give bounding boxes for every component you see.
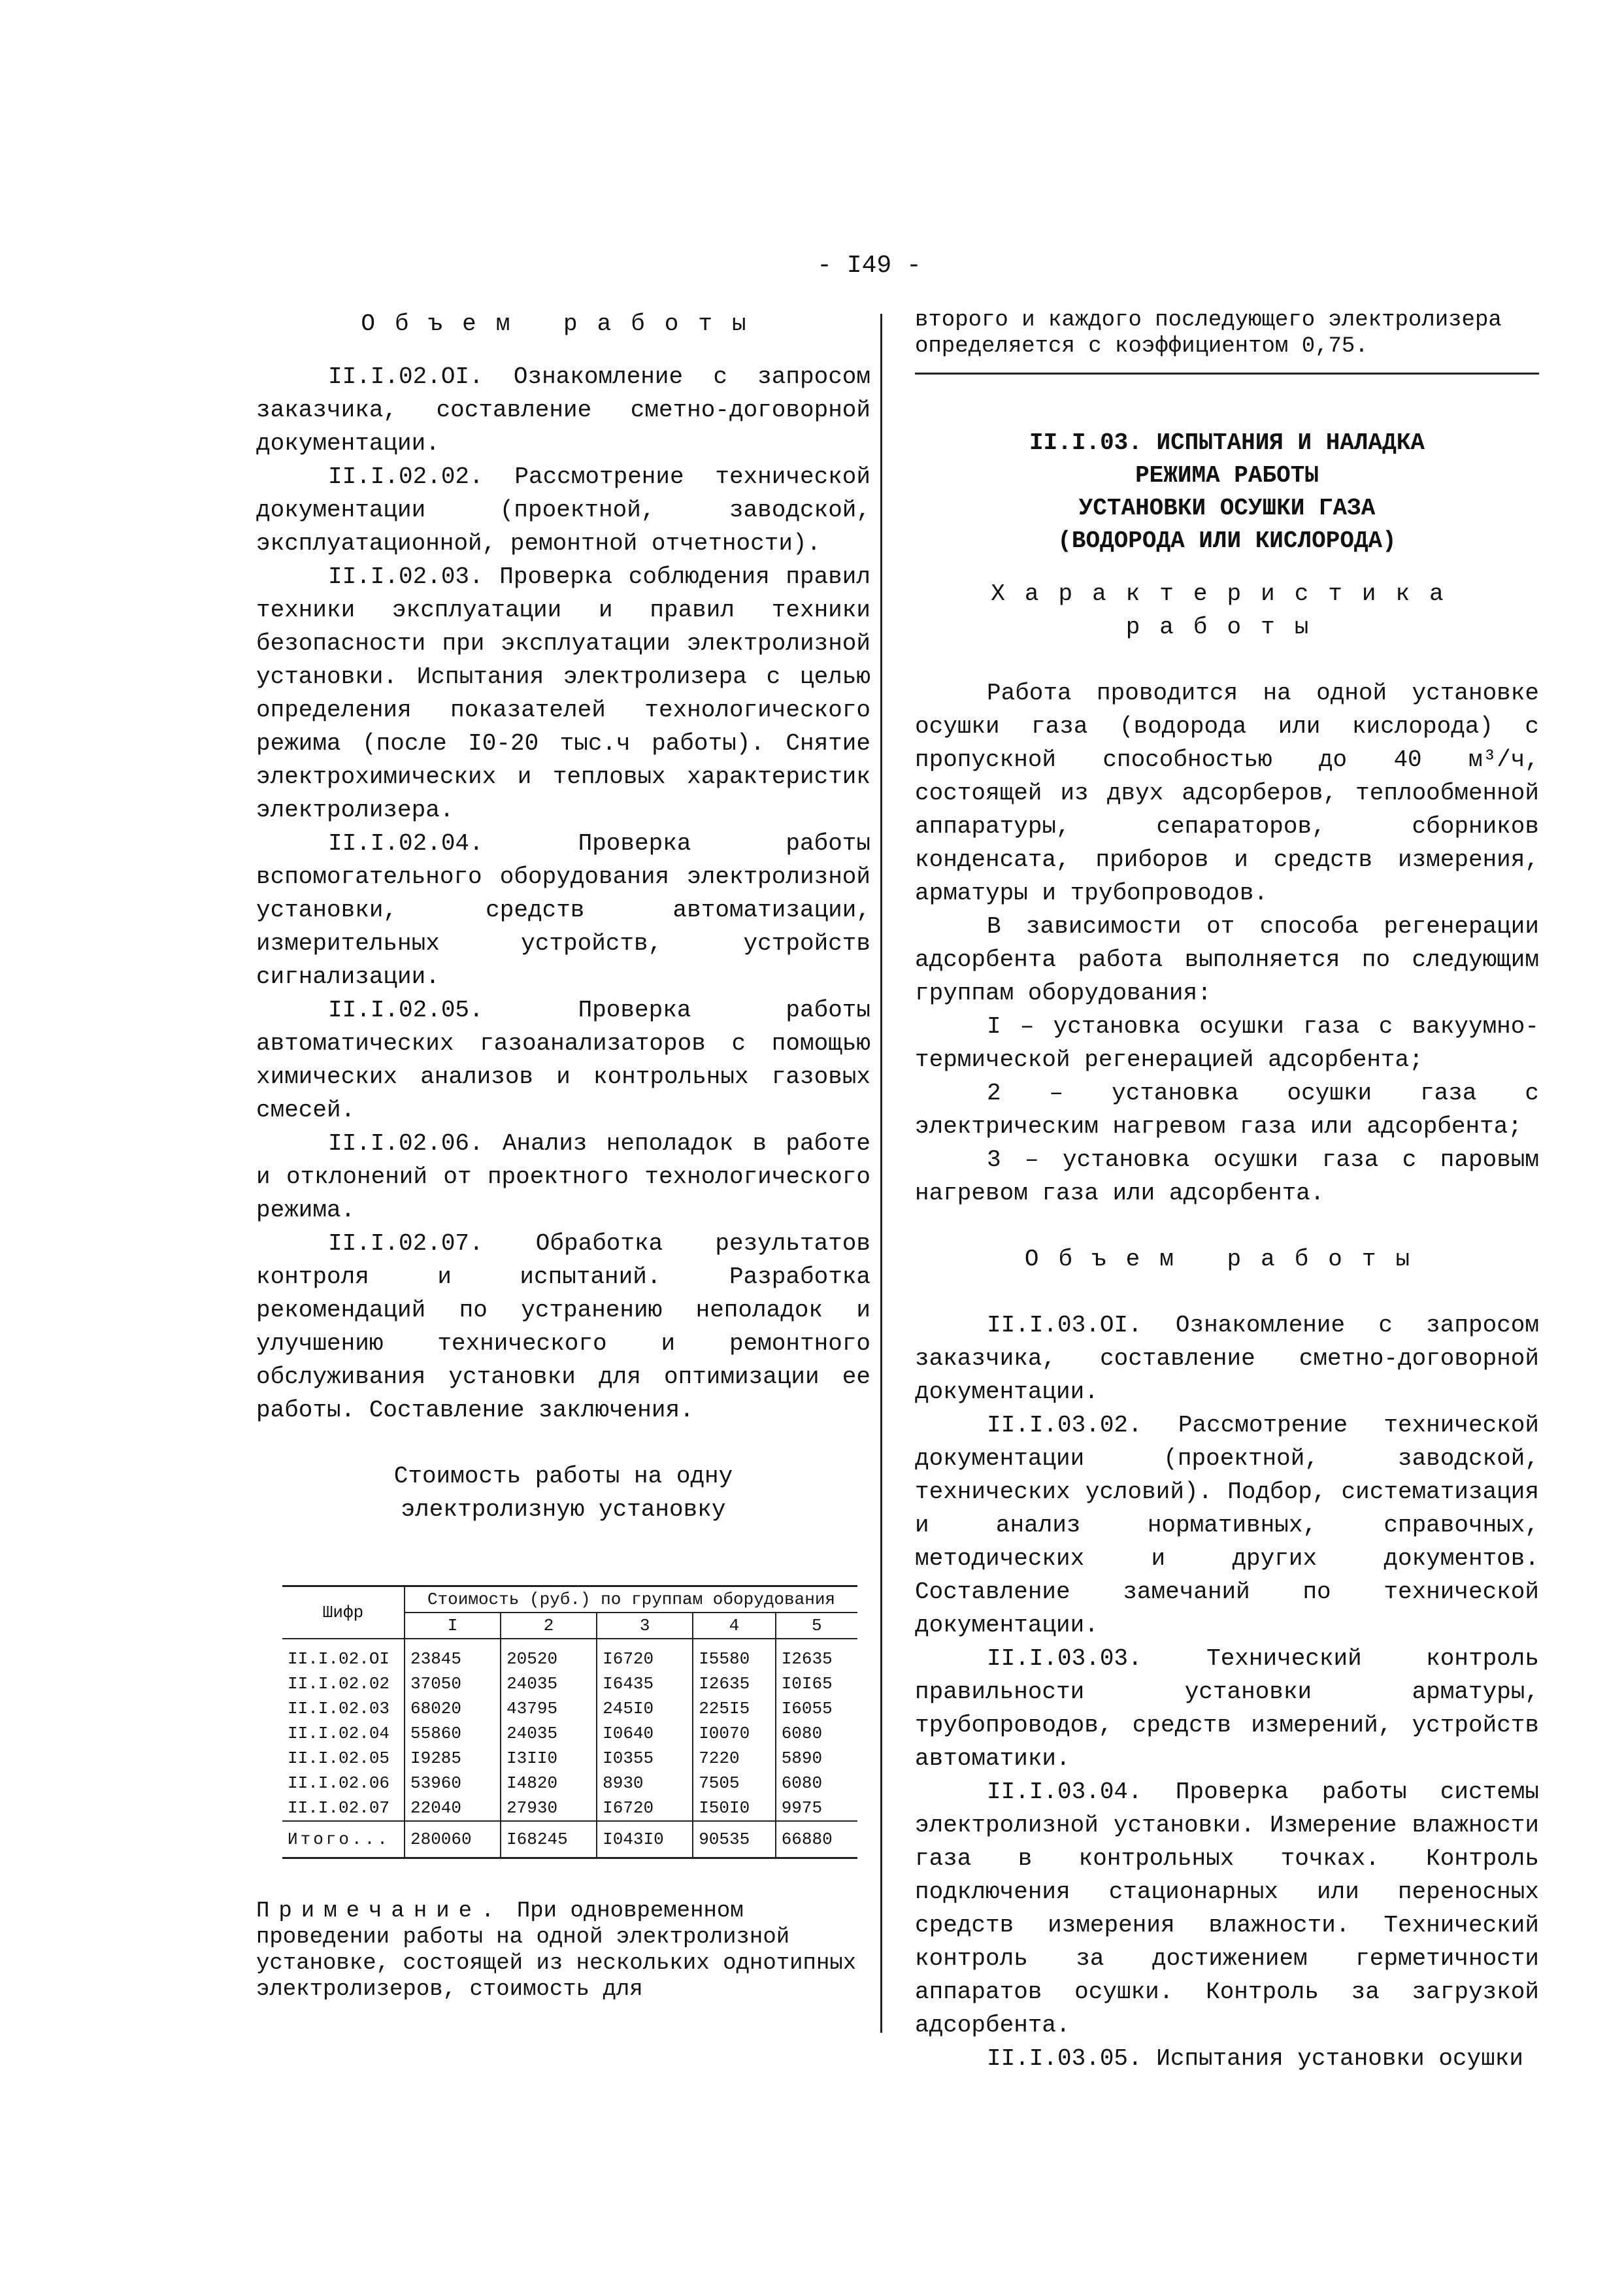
total-label: Итого... [282,1821,405,1858]
table-row [282,1671,857,1696]
row-code: II.I.02.04 [288,1724,390,1743]
cost-cell: 24035 [501,1671,597,1696]
cost-cell: I5580 [693,1647,776,1671]
total-cell: 66880 [776,1821,857,1858]
group-header: 3 [597,1613,693,1639]
section-rule [915,373,1539,375]
cost-cell: 6080 [776,1771,857,1796]
cost-cell: I4820 [501,1771,597,1796]
total-cell: I68245 [501,1821,597,1858]
cost-cell: I9285 [405,1746,501,1771]
paragraph: II.I.03.04. Проверка работы системы электролизной установки. Измерение влажности газа в контрольных точках. Контроль подключения стационарных или переносных средств измерения влажности. Технический контроль за достижением герметичности аппаратов осушки. Контроль за загрузкой адсорбента. [915,1779,1539,2039]
table-row [282,1647,857,1671]
group-header: 2 [501,1613,597,1639]
col-header-cost: Стоимость (руб.) по группам оборудования [405,1586,857,1613]
page-number: - I49 - [817,252,921,280]
row-code: II.I.02.07 [288,1798,390,1818]
cost-cell: 53960 [405,1771,501,1796]
section-title: II.I.03. ИСПЫТАНИЯ И НАЛАДКА РЕЖИМА РАБОТЫ УСТАНОВКИ ОСУШКИ ГАЗА (ВОДОРОДА ИЛИ КИСЛОРОДА) [1029,429,1425,554]
paragraph: Работа проводится на одной установке осушки газа (водорода или кислорода) с пропускной способностью до 40 м³/ч, состоящей из двух адсорберов, теплообменной аппаратуры, сепараторов, сборников конденсата, приборов и средств измерения, арматуры и трубопроводов. [915,680,1539,907]
col-header-code: Шифр [282,1586,405,1639]
group-header: I [405,1613,501,1639]
cost-cell: 24035 [501,1721,597,1746]
total-cell: I043I0 [597,1821,693,1858]
table-row [282,1746,857,1771]
row-code: II.I.02.05 [288,1748,390,1768]
cost-cell: 225I5 [693,1696,776,1721]
cost-cell: 9975 [776,1796,857,1821]
right-column [915,307,1539,2075]
cost-cell: 37050 [405,1671,501,1696]
cost-cell: I6055 [776,1696,857,1721]
cost-table [282,1585,857,1859]
characteristic-heading: Характеристика работы [991,580,1463,641]
cost-cell: 6080 [776,1721,857,1746]
row-code: II.I.02.OI [288,1649,390,1669]
scope-heading-left: Объем работы [361,310,766,337]
total-cell: 90535 [693,1821,776,1858]
cost-cell: 43795 [501,1696,597,1721]
cost-cell: I2635 [776,1647,857,1671]
paragraph: В зависимости от способа регенерации адсорбента работа выполняется по следующим группам оборудования: [915,913,1539,1007]
cost-cell: 27930 [501,1796,597,1821]
paragraph: 3 – установка осушки газа с паровым нагревом газа или адсорбента. [915,1146,1539,1207]
cost-caption: Стоимость работы на одну электролизную установку [393,1463,733,1523]
total-cell: 280060 [405,1821,501,1858]
table-row [282,1771,857,1796]
note-continuation: второго и каждого последующего электролизера определяется с коэффициентом 0,75. [915,308,1502,359]
cost-cell: I50I0 [693,1796,776,1821]
note-text: При одновременном проведении работы на одной электролизной установке, состоящей из нескольких однотипных электролизеров, стоимость для [256,1899,857,2002]
paragraph: II.I.02.07. Обработка результатов контроля и испытаний. Разработка рекомендаций по устранению неполадок и улучшению технического и ремонтного обслуживания установки для оптимизации ее работы. Составление заключения. [256,1230,870,1424]
table-note [256,1898,870,2003]
left-column [256,307,870,2003]
paragraph: II.I.03.02. Рассмотрение технической документации (проектной, заводской, технических условий). Подбор, систематизация и анализ нормативных, справочных, методических и других документов. Составление замечаний по технической документации. [915,1412,1539,1639]
column-divider [880,314,882,2033]
paragraph: 2 – установка осушки газа с электрическим нагревом газа или адсорбента; [915,1080,1539,1140]
cost-cell: 55860 [405,1721,501,1746]
cost-cell: 5890 [776,1746,857,1771]
cost-cell: 245I0 [597,1696,693,1721]
cost-cell: I6720 [597,1647,693,1671]
table-row [282,1796,857,1821]
cost-cell: 23845 [405,1647,501,1671]
cost-cell: I0I65 [776,1671,857,1696]
table-row [282,1696,857,1721]
row-code: II.I.02.03 [288,1699,390,1718]
cost-cell: I3II0 [501,1746,597,1771]
paragraph: II.I.02.05. Проверка работы автоматических газоанализаторов с помощью химических анализов и контрольных газовых смесей. [256,997,870,1124]
cost-cell: I6435 [597,1671,693,1696]
scope-heading-right: Объем работы [1024,1246,1430,1273]
table-row [282,1721,857,1746]
paragraph: II.I.02.03. Проверка соблюдения правил техники эксплуатации и правил техники безопасности при эксплуатации электролизной установки. Испытания электролизера с целью определения показателей технологического режима (после I0-20 тыс.ч работы). Снятие электрохимических и тепловых характеристик электролизера. [256,563,870,824]
row-code: II.I.02.02 [288,1674,390,1694]
cost-cell: 7220 [693,1746,776,1771]
cost-cell: I0355 [597,1746,693,1771]
cost-cell: I0640 [597,1721,693,1746]
cost-cell: I2635 [693,1671,776,1696]
row-code: II.I.02.06 [288,1773,390,1793]
note-label: Примечание. [256,1899,504,1924]
paragraph: II.I.02.02. Рассмотрение технической документации (проектной, заводской, эксплуатационной, ремонтной отчетности). [256,463,870,557]
paragraph: II.I.03.03. Технический контроль правильности установки арматуры, трубопроводов, средств измерений, устройств автоматики. [915,1645,1539,1772]
paragraph: II.I.03.OI. Ознакомление с запросом заказчика, составление сметно-договорной документации. [915,1312,1539,1405]
total-row [282,1821,857,1858]
group-header: 4 [693,1613,776,1639]
cost-cell: I6720 [597,1796,693,1821]
cost-cell: 20520 [501,1647,597,1671]
cost-cell: 22040 [405,1796,501,1821]
paragraph: II.I.03.05. Испытания установки осушки [987,2045,1523,2072]
group-header: 5 [776,1613,857,1639]
paragraph: II.I.02.06. Анализ неполадок в работе и отклонений от проектного технологического режима. [256,1130,870,1224]
cost-cell: 68020 [405,1696,501,1721]
paragraph: II.I.02.04. Проверка работы вспомогательного оборудования электролизной установки, средств автоматизации, измерительных устройств, устройств сигнализации. [256,830,870,990]
paragraph: II.I.02.OI. Ознакомление с запросом заказчика, составление сметно-договорной документации. [256,363,870,457]
cost-cell: 8930 [597,1771,693,1796]
cost-cell: I0070 [693,1721,776,1746]
cost-cell: 7505 [693,1771,776,1796]
paragraph: I – установка осушки газа с вакуумно-термической регенерацией адсорбента; [915,1013,1539,1073]
